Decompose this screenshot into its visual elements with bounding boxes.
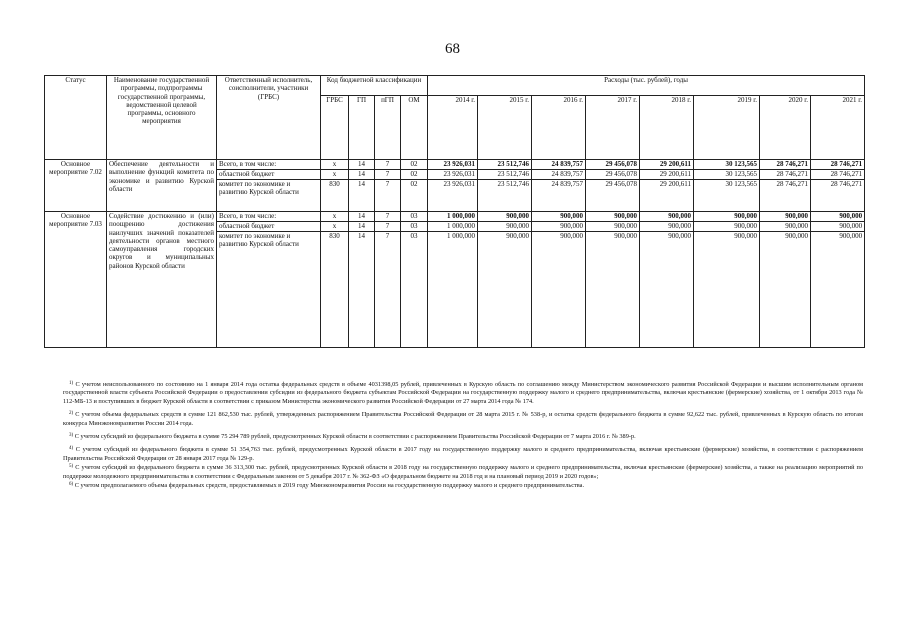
expense-value-cell: 29 200,611	[640, 170, 694, 180]
header-year: 2016 г.	[532, 96, 586, 160]
responsible-cell: Всего, в том числе:	[217, 160, 321, 170]
expense-value-cell: 30 123,565	[694, 160, 760, 170]
expense-value-cell: 29 200,611	[640, 180, 694, 212]
expense-value-cell: 23 512,746	[478, 180, 532, 212]
gp-cell: 14	[349, 160, 375, 170]
om-cell: 03	[401, 212, 428, 222]
table-row	[45, 160, 865, 170]
footnote	[63, 433, 863, 441]
footnote-mark: 4)	[69, 446, 74, 452]
footnote-text: С учетом объема федеральных средств в сумме 121 862,530 тыс. рублей, утвержденных распоряжением Правительства Российской Федерации от 28 марта 2015 г. № 538-р, и остатка средств федерального бюджета в сумме 92,622 тыс. рублей, привлеченных в Курскую область по итогам конкурса Минэкономразвития России 2014 года.	[63, 411, 864, 427]
footnote-text: С учетом субсидий из федерального бюджета в сумме 75 294 789 рублей, предусмотренных Курской области в соответствии с распоряжением Правительства Российской Федерации от 7 марта 2016 г. № 389-р.	[74, 433, 636, 441]
header-name: Наименование государственной программы, подпрограммы государственной программы, ведомственной целевой программы, основного мероприятия	[107, 76, 217, 160]
header-gp: ГП	[349, 96, 375, 160]
expense-value-cell: 24 839,757	[532, 170, 586, 180]
om-cell: 02	[401, 160, 428, 170]
footnote-text: С учетом субсидий из федерального бюджета в сумме 36 313,300 тыс. рублей, предусмотренных Курской области в 2018 году на государственную поддержку малого и среднего предпринимательства, включая крестьянские (фермерские) хозяйства, а также на реализацию мероприятий по поддержке молодежного предпринимательства в соответствии с Федеральным законом от 5 декабря 2017 г. № 362-ФЗ «О федеральном бюджете на 2018 год и на плановый период 2019 и 2020 годов»;	[63, 464, 864, 480]
expense-value-cell: 29 456,078	[586, 180, 640, 212]
footnote-mark: 2)	[69, 411, 74, 417]
responsible-cell: Всего, в том числе:	[217, 212, 321, 222]
expense-value-cell: 900,000	[760, 222, 811, 232]
expense-value-cell: 30 123,565	[694, 180, 760, 212]
footnote-text: С учетом неиспользованного по состоянию на 1 января 2014 года остатка федеральных средств в объеме 4031398,05 рублей, привлеченных в Курскую область по соглашению между Министерством экономического развития Российской Федерации и высшим исполнительным органом государственной власти субъекта Российской Федерации о предоставлении субсидии из федерального бюджета субъектам Российской Федерации на государственную поддержку малого и среднего предпринимательства, включая крестьянские (фермерские) хозяйства, от 1 октября 2013 года № 112-МБ-13 и поступивших в бюджет Курской области в соответствии с приказом Министерства экономического развития Российской Федерации от 27 марта 2014 года № 174.	[63, 381, 864, 405]
expense-value-cell: 900,000	[640, 212, 694, 222]
expense-value-cell: 28 746,271	[811, 170, 865, 180]
responsible-cell: областной бюджет	[217, 170, 321, 180]
expense-value-cell: 28 746,271	[811, 160, 865, 170]
page-number: 68	[445, 41, 460, 57]
expense-value-cell: 900,000	[694, 222, 760, 232]
footnote	[63, 411, 863, 428]
expense-value-cell: 23 926,031	[428, 170, 478, 180]
expense-value-cell: 24 839,757	[532, 180, 586, 212]
budget-table	[44, 75, 865, 348]
gp-cell: 14	[349, 212, 375, 222]
expense-value-cell: 900,000	[760, 212, 811, 222]
expense-value-cell: 900,000	[694, 232, 760, 348]
expense-value-cell: 1 000,000	[428, 212, 478, 222]
header-year: 2019 г.	[694, 96, 760, 160]
grbs-cell: x	[321, 222, 349, 232]
expense-value-cell: 28 746,271	[760, 180, 811, 212]
header-year: 2015 г.	[478, 96, 532, 160]
om-cell: 02	[401, 180, 428, 212]
expense-value-cell: 900,000	[478, 212, 532, 222]
footnote-text: С учетом предполагаемого объема федеральных средств, предоставляемых в 2019 году Минэкономразвития России на государственную поддержку малого и среднего предпринимательства.	[74, 482, 585, 490]
gp-cell: 14	[349, 232, 375, 348]
gp-cell: 14	[349, 180, 375, 212]
expense-value-cell: 29 200,611	[640, 160, 694, 170]
responsible-cell: комитет по экономике и развитию Курской области	[217, 232, 321, 348]
expense-value-cell: 900,000	[532, 222, 586, 232]
om-cell: 03	[401, 232, 428, 348]
pgp-cell: 7	[375, 160, 401, 170]
program-name-cell: Обеспечение деятельности и выполнение функций комитета по экономике и развитию Курской области	[107, 160, 217, 212]
om-cell: 02	[401, 170, 428, 180]
table-row	[45, 212, 865, 222]
grbs-cell: x	[321, 170, 349, 180]
footnote-text: С учетом субсидий из федерального бюджета в сумме 51 354,763 тыс. рублей, предусмотренных Курской области в 2017 году на государственную поддержку малого и среднего предпринимательства, включая крестьянские (фермерские) хозяйства, в соответствии с распоряжением Правительства Российской Федерации от 28 января 2017 года № 129-р.	[63, 446, 863, 462]
footnote-mark: 5)	[69, 464, 74, 470]
expense-value-cell: 28 746,271	[811, 180, 865, 212]
expense-value-cell: 1 000,000	[428, 232, 478, 348]
header-year: 2018 г.	[640, 96, 694, 160]
expense-value-cell: 1 000,000	[428, 222, 478, 232]
expense-value-cell: 23 512,746	[478, 160, 532, 170]
expense-value-cell: 29 456,078	[586, 160, 640, 170]
footnote	[63, 464, 863, 481]
header-year: 2021 г.	[811, 96, 865, 160]
program-name-cell: Содействие достижению и (или) поощрению достижения наилучших значений показателей деятельности органов местного самоуправления городских округов и муниципальных районов Курской области	[107, 212, 217, 348]
footnote-mark: 1)	[69, 381, 74, 386]
expense-value-cell: 900,000	[586, 212, 640, 222]
expense-value-cell: 29 456,078	[586, 170, 640, 180]
expense-value-cell: 900,000	[760, 232, 811, 348]
pgp-cell: 7	[375, 170, 401, 180]
expense-value-cell: 900,000	[694, 212, 760, 222]
grbs-cell: x	[321, 160, 349, 170]
expense-value-cell: 900,000	[640, 232, 694, 348]
header-grbs: ГРБС	[321, 96, 349, 160]
expense-value-cell: 900,000	[532, 212, 586, 222]
grbs-cell: 830	[321, 180, 349, 212]
expense-value-cell: 23 512,746	[478, 170, 532, 180]
expense-value-cell: 30 123,565	[694, 170, 760, 180]
gp-cell: 14	[349, 170, 375, 180]
header-om: ОМ	[401, 96, 428, 160]
expense-value-cell: 900,000	[586, 232, 640, 348]
responsible-cell: комитет по экономике и развитию Курской области	[217, 180, 321, 212]
footnote-mark: 3)	[69, 433, 74, 439]
expense-value-cell: 23 926,031	[428, 180, 478, 212]
pgp-cell: 7	[375, 180, 401, 212]
gp-cell: 14	[349, 222, 375, 232]
expense-value-cell: 900,000	[811, 232, 865, 348]
pgp-cell: 7	[375, 232, 401, 348]
footnotes	[63, 381, 863, 491]
header-status: Статус	[45, 76, 107, 160]
header-budget-code: Код бюджетной классификации	[321, 76, 428, 96]
expense-value-cell: 28 746,271	[760, 170, 811, 180]
expense-value-cell: 23 926,031	[428, 160, 478, 170]
header-pgp: пГП	[375, 96, 401, 160]
expense-value-cell: 900,000	[640, 222, 694, 232]
footnote-mark: 6)	[69, 482, 74, 488]
pgp-cell: 7	[375, 222, 401, 232]
expense-value-cell: 900,000	[811, 212, 865, 222]
status-cell: Основное мероприятие 7.03	[45, 212, 107, 348]
grbs-cell: 830	[321, 232, 349, 348]
footnote	[63, 381, 863, 406]
footnote	[63, 482, 863, 490]
status-cell: Основное мероприятие 7.02	[45, 160, 107, 212]
header-expenses: Расходы (тыс. рублей), годы	[428, 76, 865, 96]
om-cell: 03	[401, 222, 428, 232]
responsible-cell: областной бюджет	[217, 222, 321, 232]
header-year: 2017 г.	[586, 96, 640, 160]
expense-value-cell: 900,000	[478, 222, 532, 232]
grbs-cell: x	[321, 212, 349, 222]
header-year: 2014 г.	[428, 96, 478, 160]
expense-value-cell: 900,000	[811, 222, 865, 232]
header-responsible: Ответственный исполнитель, соисполнители, участники (ГРБС)	[217, 76, 321, 160]
expense-value-cell: 900,000	[532, 232, 586, 348]
expense-value-cell: 24 839,757	[532, 160, 586, 170]
expense-value-cell: 900,000	[586, 222, 640, 232]
pgp-cell: 7	[375, 212, 401, 222]
footnote	[63, 446, 863, 463]
header-year: 2020 г.	[760, 96, 811, 160]
expense-value-cell: 900,000	[478, 232, 532, 348]
expense-value-cell: 28 746,271	[760, 160, 811, 170]
